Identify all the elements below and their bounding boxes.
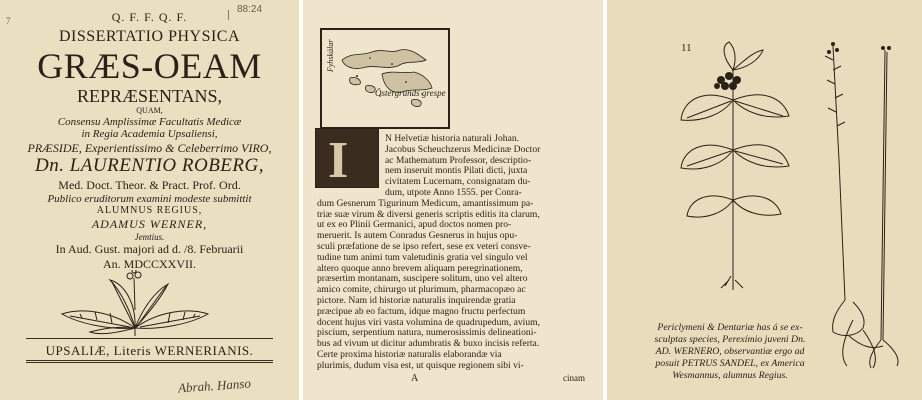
body-text-line: meruerit. Is autem Conradus Gesnerus in hujus opu- [317,230,518,242]
body-text-line: præsertim montanam, suscipere solitum, uno vel altero [317,273,528,285]
dentaria-plant-drawing [813,40,918,370]
plant-vignette [50,270,220,340]
island-map [322,30,448,127]
respondent-origin: Jemtius. [134,232,165,242]
body-text-line: Certe proxima historiæ naturalis elaborandæ via [317,349,502,360]
body-text-line: plurimis, dudum visa est, ut quisque regionem sibi vi- [317,359,524,371]
title-line-6: in Regia Academia Upsaliensi, [81,128,218,140]
alumnus-line: ALUMNUS REGIUS, [96,205,203,216]
body-text-line: pictore. Nam id historiæ naturalis inquirendæ gratia [317,295,516,306]
caption-line: Periclymeni & Dentariæ has á se ex- [657,322,803,333]
page-number: 7 [6,16,11,26]
rule-top [26,338,273,339]
body-text-line: triæ suæ virum & diversi generis scriptis editis ita clarum, [317,208,540,220]
map-engraving [320,28,450,129]
signature-mark: A [411,373,419,384]
body-text-line: ut ex eo Plinii Germanici, apud doctos nomen pro- [317,219,512,231]
imprint: UPSALIÆ, Literis WERNERIANIS. [45,343,254,358]
page-number: 11 [681,42,692,54]
initial-letter: I [328,132,349,189]
date-line: In Aud. Gust. majori ad d. /8. Februarii [55,242,244,256]
praeses-line: PRÆSIDE, Experientissimo & Celeberrimo VIRO, [27,141,272,155]
decorated-initial [315,128,379,188]
catalogue-reference: 88:24 [237,4,263,15]
title-page [0,0,299,400]
body-text-line: docent hujus viri vasta volumina de quadrupedum, avium, [317,316,541,328]
body-text-line: Jacobus Scheuchzerus Medicinæ Doctor [385,143,541,155]
caption-line: AD. WERNERO, observantiæ ergo ad [655,346,805,357]
body-text-line: dum Gesnerum Tigurinum Medicum, amantissimum pa- [317,197,534,209]
submission-line: Publico eruditorum examini modeste submittit [47,193,252,205]
map-vertical-label: Fyhskälar [326,39,335,72]
praeses-name: Dn. LAURENTIO ROBERG, [35,155,264,176]
body-text-line: altero quoque anno brevem aliquam peregrinationem, [317,262,523,274]
body-text-line: nem inseruit montis Pilati dicti, juxta [385,165,528,177]
owner-signature: Abrah. Hanso [177,375,252,396]
title-main: GRÆS-OEAM [37,46,262,86]
catchword: cinam [563,373,585,383]
map-label: Östergrunds grespe [375,88,446,98]
body-text-line: præcipue ab eo factum, idque magno fructu perfectum [317,305,526,317]
body-text-line: sculi præfatione de se ipso refert, sese ex veteri consve- [317,241,531,252]
year-line: An. MDCCXXVII. [103,257,196,271]
caption-line: Wesmannus, alumnus Regius. [672,370,788,381]
title-line-4: QUAM, [136,106,163,115]
title-line-3: REPRÆSENTANS, [76,86,223,106]
text-page [303,0,603,400]
body-text-line: piscium, serpentium natura, numerosissimis delineationi- [317,327,537,339]
rule-bottom [26,360,273,365]
body-text-line: amico comite, chirurgo ut plurimum, pharmacopæo ac [317,284,526,296]
periclymenum-plant-drawing [673,40,793,290]
respondent-name: ADAMUS WERNER, [91,217,208,231]
title-line-5: Consensu Amplissimæ Facultatis Medicæ [57,116,242,128]
title-line-1: DISSERTATIO PHYSICA [58,28,241,45]
body-text-line: N Helvetiæ historia naturali Johan. [385,133,520,144]
body-text-line: tudine tum animi tum valetudinis gratia vel singulo vel [317,251,528,263]
praeses-title: Med. Doct. Theor. & Pract. Prof. Ord. [58,178,241,192]
qff-line: Q. F. F. Q. F. [111,10,188,24]
plate-page [607,0,922,400]
body-text-line: civitatem Lucernam, consignatam du- [385,176,531,188]
body-text-line: ac Mathematum Professor, descriptio- [385,154,532,166]
caption-line: sculptas species, Perexímio juveni Dn. [654,334,806,345]
body-text-line: dum, utpote Anno 1555. per Conra- [385,187,522,198]
caption-line: posuit PETRUS SANDEL, ex America [655,358,805,369]
body-text-line: bus ad vivum ut dicitur adumbratis & buxo incisis referta. [317,338,540,350]
